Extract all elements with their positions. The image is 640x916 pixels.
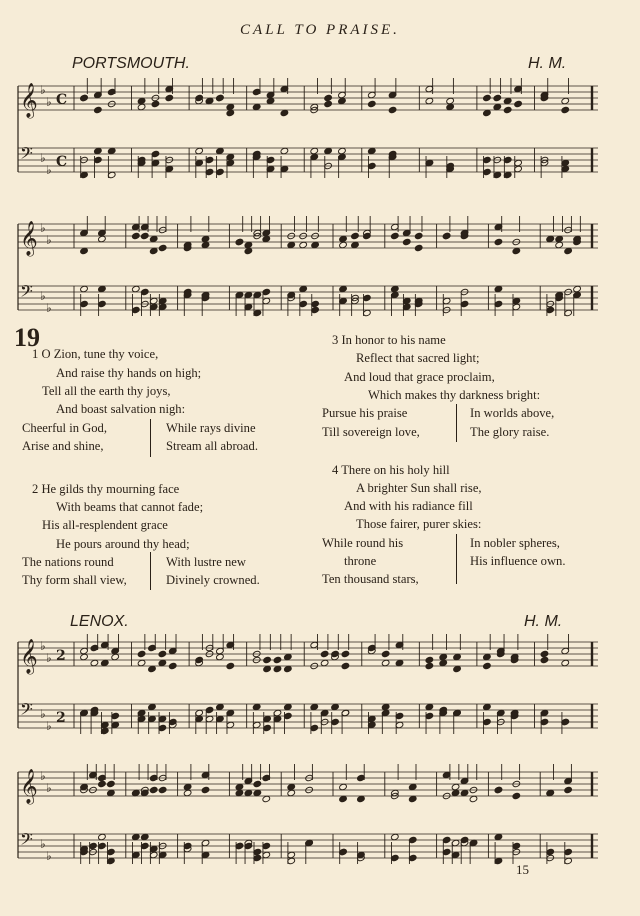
note-head [561, 659, 570, 666]
note-head [503, 106, 512, 113]
note-head [284, 653, 293, 660]
note-head [414, 232, 423, 239]
flat-sign-icon: ♭ [46, 781, 52, 795]
note-head [425, 662, 434, 669]
note-head [137, 659, 146, 666]
note-head [338, 147, 347, 154]
time-signature: C [56, 154, 68, 170]
note-head [339, 235, 348, 242]
note-head [425, 703, 434, 710]
note-head [287, 789, 296, 796]
time-signature: 2 [56, 710, 66, 726]
note-head [469, 795, 478, 802]
note-head [90, 659, 99, 666]
verse-1-line-1: 1 O Zion, tune thy voice, [32, 347, 159, 361]
verse-1-right-1: While rays divine [166, 421, 256, 435]
note-head [311, 241, 320, 248]
note-head [158, 659, 167, 666]
note-head [151, 100, 160, 107]
note-head [216, 703, 225, 710]
note-head [555, 241, 564, 248]
verse-3-line-2: Reflect that sacred light; [356, 351, 480, 365]
note-head [252, 703, 261, 710]
verse-2-line-2: With beams that cannot fade; [56, 500, 204, 514]
note-head [263, 665, 272, 672]
page-number: 15 [516, 862, 529, 877]
note-head [201, 786, 210, 793]
note-head [107, 147, 116, 154]
note-head [451, 783, 460, 790]
note-head [149, 247, 158, 254]
verse-2-left-2: Thy form shall view, [22, 573, 127, 587]
note-head [132, 285, 141, 292]
note-head [137, 97, 146, 104]
flat-sign-icon: ♭ [46, 301, 52, 315]
tune-title-portsmouth: PORTSMOUTH. [72, 55, 190, 72]
note-head [320, 650, 329, 657]
note-head [368, 147, 377, 154]
verse-4-divider [456, 534, 457, 584]
note-head [460, 789, 469, 796]
note-head [111, 653, 120, 660]
note-head [320, 659, 329, 666]
note-head [453, 665, 462, 672]
note-head [216, 94, 225, 101]
note-head [512, 247, 521, 254]
note-head [132, 789, 141, 796]
note-head [494, 786, 503, 793]
flat-sign-icon: ♭ [46, 651, 52, 665]
treble-clef-icon: 𝄞 [20, 83, 38, 118]
note-head [425, 656, 434, 663]
note-head [573, 285, 582, 292]
note-head [253, 789, 262, 796]
verse-3-line-1: 3 In honor to his name [332, 333, 446, 347]
verse-4-line-4: Those fairer, purer skies: [356, 517, 482, 531]
verse-4-left-1: While round his [322, 536, 404, 550]
note-head [395, 659, 404, 666]
verse-2-right-2: Divinely crowned. [166, 573, 260, 587]
note-head [341, 662, 350, 669]
verse-2-left-1: The nations round [22, 555, 114, 569]
note-head [98, 285, 107, 292]
verse-4-right-2: His influence own. [470, 554, 566, 568]
note-head [483, 94, 492, 101]
flat-sign-icon: ♭ [40, 83, 46, 97]
verse-4-right-1: In nobler spheres, [470, 536, 560, 550]
note-head [80, 783, 89, 790]
note-head [391, 232, 400, 239]
note-head [216, 147, 225, 154]
note-head [158, 650, 167, 657]
verse-3-right-2: The glory raise. [470, 425, 550, 439]
note-head [439, 653, 448, 660]
flat-sign-icon: ♭ [40, 151, 46, 165]
note-head [494, 238, 503, 245]
note-head [368, 100, 377, 107]
note-head [140, 833, 149, 840]
note-head [494, 833, 503, 840]
note-head [414, 244, 423, 251]
note-head [244, 789, 253, 796]
note-head [273, 665, 282, 672]
note-head [183, 789, 192, 796]
verse-3-left-2: Till sovereign love, [322, 425, 420, 439]
verse-4-line-3: And with his radiance fill [344, 499, 473, 513]
verse-1-line-2: And raise thy hands on high; [56, 366, 202, 380]
note-head [363, 232, 372, 239]
note-head [284, 703, 293, 710]
note-head [391, 285, 400, 292]
note-head [564, 786, 573, 793]
note-head [137, 103, 146, 110]
note-head [226, 109, 235, 116]
note-head [80, 285, 89, 292]
note-head [381, 650, 390, 657]
note-head [101, 659, 110, 666]
verse-1-line-3: Tell all the earth thy joys, [42, 384, 171, 398]
note-head [546, 235, 555, 242]
note-head [494, 285, 503, 292]
note-head [339, 241, 348, 248]
note-head [442, 232, 451, 239]
note-head [324, 94, 333, 101]
flat-sign-icon: ♭ [40, 221, 46, 235]
verse-4-line-1: 4 There on his holy hill [332, 463, 450, 477]
note-head [205, 97, 214, 104]
flat-sign-icon: ♭ [40, 289, 46, 303]
note-head [540, 656, 549, 663]
note-head [195, 147, 204, 154]
verse-3-right-1: In worlds above, [470, 406, 555, 420]
note-head [149, 786, 158, 793]
note-head [226, 662, 235, 669]
note-head [391, 833, 400, 840]
tune-title-lenox: LENOX. [70, 613, 129, 630]
flat-sign-icon: ♭ [46, 849, 52, 863]
verse-2-line-4: He pours around thy head; [56, 537, 190, 551]
verse-4-line-2: A brighter Sun shall rise, [356, 481, 482, 495]
flat-sign-icon: ♭ [40, 837, 46, 851]
flat-sign-icon: ♭ [40, 707, 46, 721]
note-head [132, 232, 141, 239]
note-head [273, 656, 282, 663]
bass-clef-icon: 𝄢 [20, 829, 33, 853]
verse-3-line-3: And loud that grace proclaim, [344, 370, 495, 384]
note-head [453, 653, 462, 660]
note-head [148, 703, 157, 710]
note-head [235, 789, 244, 796]
note-head [235, 238, 244, 245]
verse-1-left-1: Cheerful in God, [22, 421, 107, 435]
note-head [262, 235, 271, 242]
verse-1-line-4: And boast salvation nigh: [56, 402, 186, 416]
note-head [158, 786, 167, 793]
note-head [98, 833, 107, 840]
note-head [158, 244, 167, 251]
flat-sign-icon: ♭ [40, 639, 46, 653]
verse-4-left-2: throne [344, 554, 377, 568]
note-head [201, 235, 210, 242]
verse-2-line-1: 2 He gilds thy mourning face [32, 482, 180, 496]
flat-sign-icon: ♭ [46, 163, 52, 177]
note-head [324, 147, 333, 154]
running-header: CALL TO PRAISE. [240, 22, 400, 38]
note-head [451, 789, 460, 796]
note-head [148, 665, 157, 672]
note-head [98, 780, 107, 787]
note-head [98, 235, 107, 242]
note-head [339, 783, 348, 790]
verse-2-right-1: With lustre new [166, 555, 246, 569]
verse-2-line-3: His all-resplendent grace [42, 518, 168, 532]
hymn-number: 19 [14, 323, 40, 352]
note-head [339, 285, 348, 292]
note-head [483, 109, 492, 116]
note-head [253, 780, 262, 787]
verse-1-left-2: Arise and shine, [22, 439, 104, 453]
treble-clef-icon: 𝄞 [20, 769, 38, 804]
note-head [381, 703, 390, 710]
note-head [357, 795, 366, 802]
note-head [149, 235, 158, 242]
note-head [107, 789, 116, 796]
meter-portsmouth: H. M. [528, 55, 567, 72]
note-head [555, 235, 564, 242]
bass-clef-icon: 𝄢 [20, 143, 33, 167]
note-head [339, 795, 348, 802]
note-head [94, 147, 103, 154]
time-signature: 2 [56, 648, 66, 664]
bass-clef-icon: 𝄢 [20, 699, 33, 723]
note-head [503, 97, 512, 104]
note-head [244, 247, 253, 254]
note-head [235, 783, 244, 790]
note-head [483, 653, 492, 660]
verse-4-left-3: Ten thousand stars, [322, 572, 419, 586]
note-head [388, 106, 397, 113]
note-head [331, 703, 340, 710]
note-head [201, 241, 210, 248]
note-head [446, 103, 455, 110]
note-head [287, 783, 296, 790]
meter-lenox: H. M. [524, 613, 563, 630]
note-head [310, 703, 319, 710]
note-head [195, 656, 204, 663]
verse-3-divider [456, 404, 457, 442]
note-head [168, 662, 177, 669]
treble-clef-icon: 𝄞 [20, 639, 38, 674]
note-head [324, 100, 333, 107]
note-head [408, 795, 417, 802]
note-head [244, 241, 253, 248]
note-head [402, 238, 411, 245]
note-head [564, 247, 573, 254]
note-head [140, 232, 149, 239]
verse-1-divider [150, 419, 151, 457]
verse-1-right-2: Stream all abroad. [166, 439, 258, 453]
verse-3-line-4: Which makes thy darkness bright: [368, 388, 541, 402]
note-head [132, 833, 141, 840]
note-head [540, 650, 549, 657]
note-head [439, 659, 448, 666]
flat-sign-icon: ♭ [46, 95, 52, 109]
verse-2-divider [150, 552, 151, 590]
note-head [446, 97, 455, 104]
note-head [262, 795, 271, 802]
note-head [310, 147, 319, 154]
note-head [263, 656, 272, 663]
note-head [483, 703, 492, 710]
note-head [425, 97, 434, 104]
verse-3-left-1: Pursue his praise [322, 406, 408, 420]
note-head [512, 792, 521, 799]
note-head [514, 100, 523, 107]
note-head [331, 650, 340, 657]
note-head [338, 97, 347, 104]
time-signature: C [56, 92, 68, 108]
note-head [137, 650, 146, 657]
note-head [341, 650, 350, 657]
note-head [280, 147, 289, 154]
note-head [280, 109, 289, 116]
note-head [493, 94, 502, 101]
flat-sign-icon: ♭ [40, 769, 46, 783]
note-head [351, 241, 360, 248]
note-head [381, 659, 390, 666]
note-head [165, 94, 174, 101]
note-head [493, 103, 502, 110]
note-head [287, 241, 296, 248]
note-head [561, 97, 570, 104]
flat-sign-icon: ♭ [46, 719, 52, 733]
note-head [195, 94, 204, 101]
bass-clef-icon: 𝄢 [20, 281, 33, 305]
note-head [351, 232, 360, 239]
note-head [408, 783, 417, 790]
note-head [94, 106, 103, 113]
note-head [216, 653, 225, 660]
note-head [80, 94, 89, 101]
note-head [252, 103, 261, 110]
note-head [266, 97, 275, 104]
note-head [107, 780, 116, 787]
note-head [284, 665, 293, 672]
note-head [226, 103, 235, 110]
note-head [483, 662, 492, 669]
treble-clef-icon: 𝄞 [20, 221, 38, 256]
flat-sign-icon: ♭ [46, 233, 52, 247]
note-head [299, 285, 308, 292]
note-head [299, 241, 308, 248]
note-head [183, 783, 192, 790]
note-head [80, 247, 89, 254]
note-head [561, 106, 570, 113]
note-head [80, 653, 89, 660]
